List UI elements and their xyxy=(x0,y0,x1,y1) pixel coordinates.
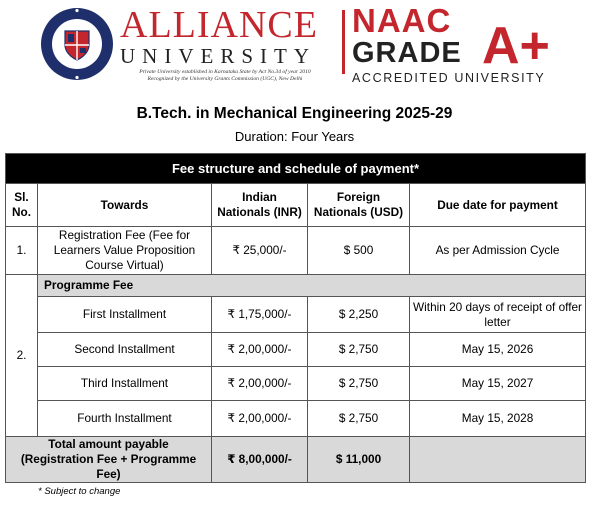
total-usd: $ 11,000 xyxy=(308,437,410,483)
cell-usd: $ 2,250 xyxy=(308,297,410,333)
page-title: B.Tech. in Mechanical Engineering 2025-29 xyxy=(136,105,453,122)
cell-usd: $ 500 xyxy=(308,227,410,275)
cell-sl: 2. xyxy=(6,275,38,437)
footnote: * Subject to change xyxy=(38,486,121,497)
cell-usd: $ 2,750 xyxy=(308,333,410,367)
brand-subtitle: UNIVERSITY xyxy=(120,44,316,68)
table-header-row xyxy=(6,184,586,227)
brand-name: ALLIANCE xyxy=(120,4,318,46)
cell-due: May 15, 2027 xyxy=(410,367,586,401)
table-row xyxy=(6,275,586,297)
column-header-inr: Indian Nationals (INR) xyxy=(212,184,308,227)
cell-due: Within 20 days of receipt of offer letter xyxy=(410,297,586,333)
column-header-sl: Sl. No. xyxy=(6,184,38,227)
naac-badge xyxy=(352,4,582,85)
brand-note xyxy=(120,69,330,83)
total-label-line-2: (Registration Fee + Programme Fee) xyxy=(20,452,197,481)
table-row xyxy=(6,297,586,333)
cell-inr: ₹ 2,00,000/- xyxy=(212,401,308,437)
naac-accredited-label: ACCREDITED UNIVERSITY xyxy=(352,71,546,85)
total-inr: ₹ 8,00,000/- xyxy=(212,437,308,483)
cell-inr: ₹ 1,75,000/- xyxy=(212,297,308,333)
cell-inr: ₹ 2,00,000/- xyxy=(212,333,308,367)
cell-towards: Fourth Installment xyxy=(38,401,212,437)
cell-usd: $ 2,750 xyxy=(308,401,410,437)
brand-block xyxy=(120,6,340,83)
column-header-usd: Foreign Nationals (USD) xyxy=(308,184,410,227)
table-row xyxy=(6,367,586,401)
column-header-due: Due date for payment xyxy=(410,184,586,227)
cell-towards: Third Installment xyxy=(38,367,212,401)
naac-grade-label: GRADE xyxy=(352,37,462,69)
total-label-line-1: Total amount payable xyxy=(48,437,169,451)
table-title-row xyxy=(6,154,586,184)
brand-note-line-2: Recognized by the University Grants Commission (UGC), New Delhi xyxy=(147,76,303,82)
total-due-empty xyxy=(410,437,586,483)
header-divider xyxy=(342,10,345,74)
programme-fee-label: Programme Fee xyxy=(38,275,586,297)
total-label xyxy=(6,437,212,483)
cell-inr: ₹ 2,00,000/- xyxy=(212,367,308,401)
cell-due: May 15, 2028 xyxy=(410,401,586,437)
table-title: Fee structure and schedule of payment* xyxy=(6,154,586,184)
naac-grade-mark: A+ xyxy=(482,17,550,75)
table-row xyxy=(6,227,586,275)
cell-usd: $ 2,750 xyxy=(308,367,410,401)
cell-towards: First Installment xyxy=(38,297,212,333)
total-row xyxy=(6,437,586,483)
table-row xyxy=(6,401,586,437)
page-header xyxy=(0,0,589,86)
fee-table xyxy=(5,153,586,483)
cell-inr: ₹ 25,000/- xyxy=(212,227,308,275)
duration-text: Duration: Four Years xyxy=(234,129,355,144)
naac-label: NAAC xyxy=(352,2,452,39)
cell-due: May 15, 2026 xyxy=(410,333,586,367)
cell-due: As per Admission Cycle xyxy=(410,227,586,275)
column-header-towards: Towards xyxy=(38,184,212,227)
cell-sl: 1. xyxy=(6,227,38,275)
cell-towards: Second Installment xyxy=(38,333,212,367)
brand-note-line-1: Private University established in Karnataka State by Act No.34 of year 2010 xyxy=(139,69,311,75)
table-row xyxy=(6,333,586,367)
cell-towards: Registration Fee (Fee for Learners Value Proposition Course Virtual) xyxy=(38,227,212,275)
university-seal-icon xyxy=(40,7,114,81)
